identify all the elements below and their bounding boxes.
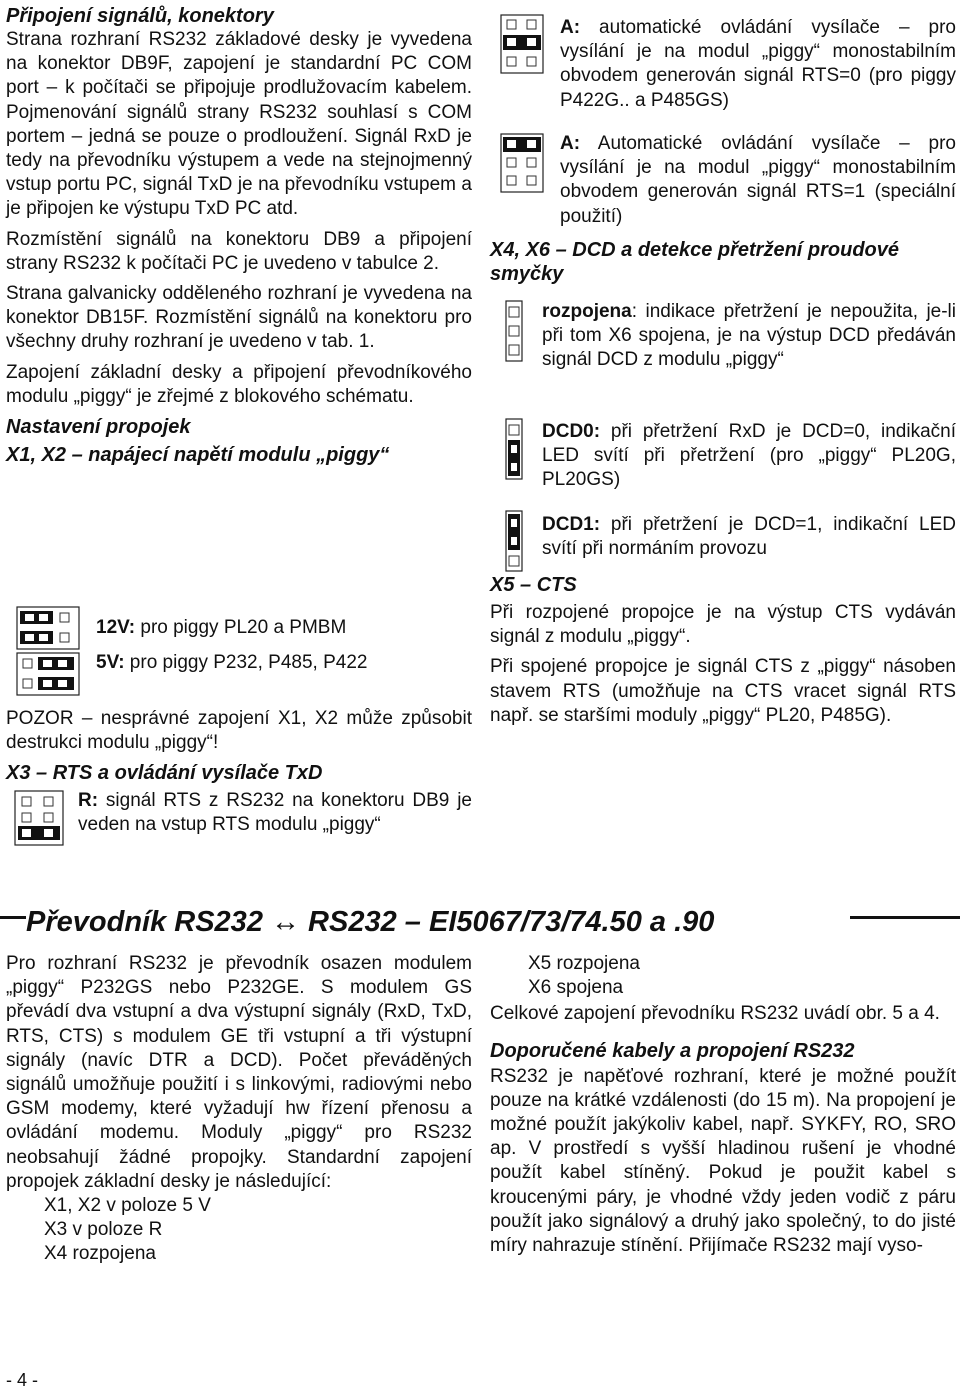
- heading-x1-x2: X1, X2 – napájecí napětí modulu „piggy“: [6, 444, 390, 467]
- x3-r-text: R: signál RTS z RS232 na konektoru DB9 je veden na vstup RTS modulu „piggy“: [78, 790, 472, 836]
- jumper-x1x2-5v-icon: [16, 652, 80, 696]
- x1x2-5v-text: 5V: pro piggy P232, P485, P422: [96, 652, 368, 673]
- x4-dcd0-text: DCD0: při přetržení RxD je DCD=0, indikační LED svítí při přetržení (pro „piggy“ PL20G, PL20GS): [542, 421, 956, 491]
- jumper-x1x2-12v-icon: [16, 606, 80, 650]
- x1x2-12v-text: 12V: pro piggy PL20 a PMBM: [96, 617, 347, 638]
- setting-x1x2: X1, X2 v poloze 5 V: [44, 1195, 211, 1217]
- heading-signal-connection: Připojení signálů, konektory: [6, 5, 274, 27]
- jumper-x3-a1-icon: [500, 14, 544, 74]
- heading-x3: X3 – RTS a ovládání vysílače TxD: [6, 762, 323, 785]
- setting-x3: X3 v poloze R: [44, 1219, 163, 1241]
- left-column: [6, 4, 472, 467]
- heading-x4-x6-block: [490, 238, 956, 286]
- paragraph-block-diagram: Zapojení základní desky a připojení převodníkového modulu „piggy“ je zřejmé z blokového schématu.: [6, 361, 472, 407]
- heading-x5: X5 – CTS: [490, 574, 577, 596]
- heading-x4-x6: X4, X6 – DCD a detekce přetržení proudové smyčky: [490, 239, 900, 285]
- paragraph-galvanic-side: Strana galvanicky odděleného rozhraní je vyvedena na konektor DB15F. Rozmístění signálů na konektoru pro všechny druhy rozhraní je uvedeno v tab. 1.: [6, 283, 472, 353]
- heading-jumper-settings: Nastavení propojek: [6, 416, 191, 439]
- jumper-x4-open-icon: [505, 300, 523, 362]
- setting-x6: X6 spojena: [528, 977, 624, 999]
- paragraph-cables: RS232 je napěťové rozhraní, které je možné použít pouze na krátké vzdálenosti (do 15 m). Na propojení je možné použít jakýkoliv kabel, např. SYKFY, RO, SRO ap. V prostředí s vyšší hladinou rušení je vhodné použít kabel stíněný. Pokud je použit kabel s kroucenými páry, je vhodné vždy jeden vodič z páru použít jako signálový a druhý jako společný, to do jisté míry nahrazuje stínění. Přijímače RS232 mají vyso-: [490, 1065, 956, 1257]
- jumper-x3-a2-icon: [500, 133, 544, 193]
- title-rule-left: [0, 916, 26, 919]
- x3-a1-text: A: automatické ovládání vysílače – pro vysílání je na modul „piggy“ monostabilním obvodem generován signál RTS=0 (pro piggy P422G.. a P485GS): [560, 17, 956, 111]
- paragraph-piggy-module: Pro rozhraní RS232 je převodník osazen modulem „piggy“ P232GS nebo P232GE. S modulem GS převádí dva vstupní a dva výstupní signály (RxD, TxD, RTS, CTS) s modulem GE tři vstupní a tři výstupní signály (navíc DTR a DCD). Počet převáděných signálů umožňuje použití i s linkovými, radiovými nebo GSM modemy, které vyžadují hw řízení přenosu a ovládání modemu. Moduly „piggy“ pro RS232 neobsahují žádné propojky. Standardní zapojení propojek základní desky je následující:: [6, 953, 472, 1192]
- paragraph-x5-open: Při rozpojené propojce je na výstup CTS vydáván signál z modulu „piggy“.: [490, 602, 956, 648]
- page-number: - 4 -: [6, 1370, 39, 1390]
- x5-block: [490, 573, 956, 728]
- setting-x5: X5 rozpojena: [528, 953, 640, 974]
- x4-open-text: rozpojena: indikace přetržení je nepoužita, je-li při tom X6 spojena, je na výstup DCD předáván signál DCD z modulu „piggy“: [542, 301, 956, 371]
- jumper-x4-dcd0-icon: [505, 418, 523, 480]
- jumper-x3-r-icon: [14, 790, 64, 846]
- x4-dcd1-text: DCD1: při přetržení je DCD=1, indikační LED svítí při normáním provozu: [542, 514, 956, 560]
- heading-cables: Doporučené kabely a propojení RS232: [490, 1039, 855, 1062]
- title-rule-right: [850, 916, 960, 919]
- x3-a2-text: A: Automatické ovládání vysílače – pro vysílání je na modul „piggy“ monostabilním obvodem generován signál RTS=1 (speciální použití): [560, 133, 956, 227]
- paragraph-db9-layout: Rozmístění signálů na konektoru DB9 a připojení strany RS232 k počítači PC je uvedeno v tabulce 2.: [6, 228, 472, 274]
- paragraph-rs232-side: Strana rozhraní RS232 základové desky je vyvedena na konektor DB9F, zapojení je standardní PC COM port – k počítači se připojuje prodlužovacím kabelem. Pojmenování signálů strany RS232 souhlasí s COM portem – jedná se pouze o prodloužení. Signál RxD je tedy na převodníku výstupem a vede na stejnojmenný vstup portu PC, signál TxD je na převodníku vstupem a je připojen ke výstupu TxD PC atd.: [6, 29, 472, 220]
- setting-x4: X4 rozpojena: [44, 1243, 156, 1265]
- paragraph-overall-wiring: Celkové zapojení převodníku RS232 uvádí obr. 5 a 4.: [490, 1003, 940, 1025]
- warning-block: [6, 707, 472, 785]
- warning-text: POZOR – nesprávné zapojení X1, X2 může způsobit destrukci modulu „piggy“!: [6, 708, 472, 754]
- paragraph-x5-closed: Při spojené propojce je signál CTS z „piggy“ násoben stavem RTS (umožňuje na CTS vracet signál RTS např. se staršími moduly „piggy“ PL20, P485G).: [490, 656, 956, 726]
- bottom-right-column: [490, 952, 956, 1258]
- bottom-left-column: [6, 952, 472, 1267]
- jumper-x4-dcd1-icon: [505, 510, 523, 572]
- page-title: Převodník RS232 ↔ RS232 – EI5067/73/74.50 a .90: [26, 906, 715, 938]
